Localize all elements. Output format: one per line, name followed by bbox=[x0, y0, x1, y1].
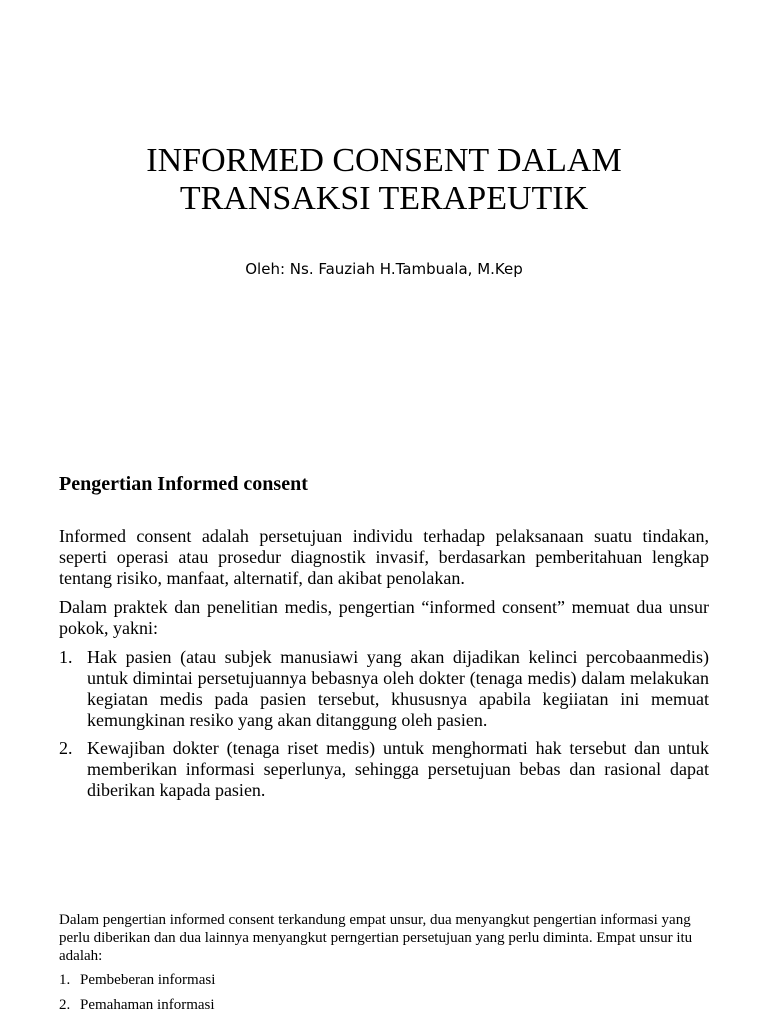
list-item bbox=[59, 647, 709, 731]
list-item bbox=[59, 996, 709, 1014]
author-line: Oleh: Ns. Fauziah H.Tambuala, M.Kep bbox=[245, 260, 523, 278]
four-elements-slide bbox=[0, 895, 768, 1024]
definition-body bbox=[59, 526, 709, 808]
four-elements-list bbox=[59, 971, 709, 1014]
title-slide bbox=[0, 0, 768, 440]
four-elements-paragraph: Dalam pengertian informed consent terkandung empat unsur, dua menyangkut pengertian informasi yang perlu diberikan dan dua lainnya menyangkut perngertian persetujuan yang perlu diminta. Empat unsur itu adalah: bbox=[59, 912, 693, 964]
list-item-number: 1. bbox=[59, 972, 71, 988]
list-item bbox=[59, 971, 709, 989]
title-line-1: INFORMED CONSENT DALAM bbox=[146, 142, 622, 179]
list-item-text: Hak pasien (atau subjek manusiawi yang akan dijadikan kelinci percobaanmedis) untuk dimintai persetujuannya bebasnya oleh dokter (tenaga medis) dalam melakukan kegiatan medis pada pasien tersebut, khususnya apabila kegiiatan ini memuat kemungkinan resiko yang akan ditanggung oleh pasien. bbox=[87, 647, 709, 730]
section-heading: Pengertian Informed consent bbox=[59, 473, 308, 495]
list-item-number: 1. bbox=[59, 647, 73, 667]
elements-list bbox=[59, 647, 709, 801]
list-item-text: Kewajiban dokter (tenaga riset medis) untuk menghormati hak tersebut dan untuk memberikan informasi seperlunya, sehingga persetujuan bebas dan rasional dapat diberikan kapada pasien. bbox=[87, 738, 709, 800]
four-elements-body bbox=[59, 911, 709, 1021]
list-item-text: Pemahaman informasi bbox=[80, 997, 215, 1013]
title-line-2: TRANSAKSI TERAPEUTIK bbox=[179, 180, 589, 217]
elements-intro-paragraph: Dalam praktek dan penelitian medis, pengertian “informed consent” memuat dua unsur pokok, yakni: bbox=[59, 597, 709, 638]
slide-title bbox=[40, 142, 728, 218]
list-item-text: Pembeberan informasi bbox=[80, 972, 216, 988]
list-item bbox=[59, 738, 709, 801]
list-item-number: 2. bbox=[59, 997, 71, 1013]
definition-paragraph: Informed consent adalah persetujuan individu terhadap pelaksanaan suatu tindakan, seperti operasi atau prosedur diagnostik invasif, berdasarkan pemberitahuan lengkap tentang risiko, manfaat, alternatif, dan akibat penolakan. bbox=[59, 526, 709, 588]
definition-slide bbox=[0, 440, 768, 895]
list-item-number: 2. bbox=[59, 738, 73, 758]
